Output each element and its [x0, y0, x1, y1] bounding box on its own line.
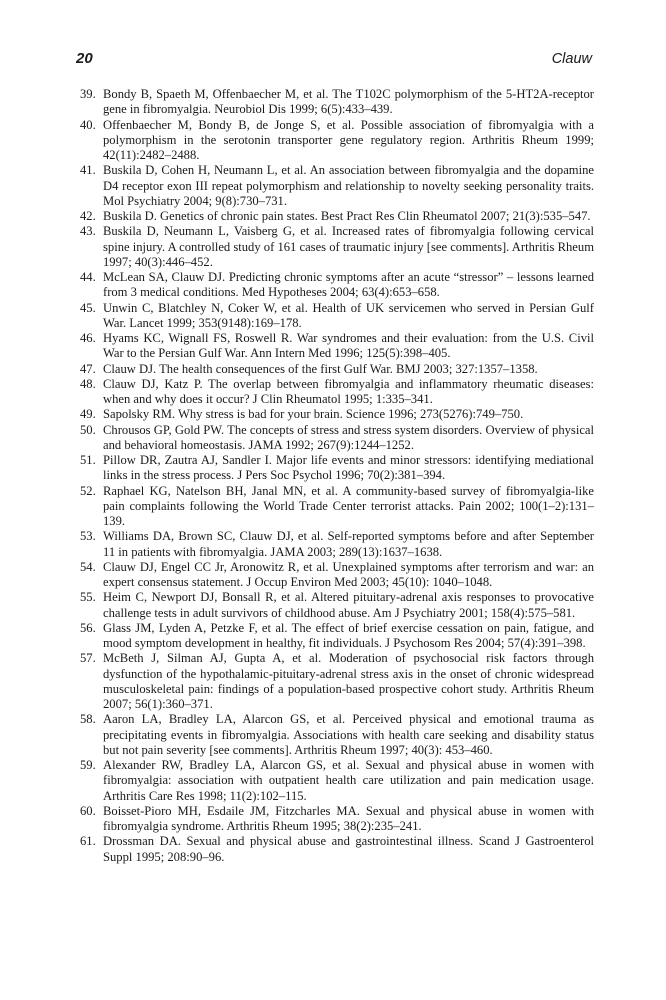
reference-number: 49.	[80, 407, 96, 422]
reference-item	[80, 377, 594, 408]
reference-number: 61.	[80, 834, 96, 849]
reference-item	[80, 209, 594, 224]
reference-text: Glass JM, Lyden A, Petzke F, et al. The effect of brief exercise cessation on pain, fatigue, and mood symptom development in healthy, fit individuals. J Psychosom Res 2004; 57(4):391–398.	[103, 620, 594, 650]
reference-number: 51.	[80, 453, 96, 467]
reference-item	[80, 484, 594, 530]
reference-number: 54.	[80, 559, 96, 574]
reference-text: Drossman DA. Sexual and physical abuse and gastrointestinal illness. Scand J Gastroenterol Suppl 1995; 208:90–96.	[103, 834, 594, 864]
reference-item	[80, 590, 594, 621]
reference-item	[80, 331, 594, 362]
reference-number: 43.	[80, 224, 96, 239]
reference-item	[80, 224, 594, 270]
reference-number: 55.	[80, 590, 96, 605]
reference-item	[80, 87, 594, 118]
reference-item	[80, 529, 594, 560]
reference-text: Alexander RW, Bradley LA, Alarcon GS, et al. Sexual and physical abuse in women with fibromyalgia: association with outpatient health care utilization and pain medication usage. Arthritis Care Res 1998; 11(2):102–115.	[103, 758, 594, 803]
reference-text: Sapolsky RM. Why stress is bad for your brain. Science 1996; 273(5276):749–750.	[103, 407, 524, 422]
reference-text: Buskila D, Cohen H, Neumann L, et al. An association between fibromyalgia and the dopamine D4 receptor exon III repeat polymorphism and relationship to novelty seeking personality traits. Mol Psychiatry 2004; 9(8):730–731.	[103, 163, 594, 208]
reference-text: Raphael KG, Natelson BH, Janal MN, et al. A community-based survey of fibromyalgia-like pain complaints following the World Trade Center terrorist attacks. Pain 2002; 100(1–2):131–139.	[103, 483, 594, 528]
reference-text: McLean SA, Clauw DJ. Predicting chronic symptoms after an acute “stressor” – lessons learned from 3 medical conditions. Med Hypotheses 2004; 63(4):653–658.	[103, 270, 594, 300]
page-header	[76, 50, 592, 72]
reference-item	[80, 651, 594, 712]
reference-text: Clauw DJ. The health consequences of the first Gulf War. BMJ 2003; 327:1357–1358.	[103, 361, 538, 376]
reference-number: 58.	[80, 712, 96, 727]
reference-text: Buskila D, Neumann L, Vaisberg G, et al. Increased rates of fibromyalgia following cervical spine injury. A controlled study of 161 cases of traumatic injury [see comments]. Arthritis Rheum 1997; 40(3):446–452.	[103, 224, 594, 269]
reference-item	[80, 270, 594, 301]
reference-item	[80, 712, 594, 758]
reference-text: Clauw DJ, Katz P. The overlap between fibromyalgia and inflammatory rheumatic diseases: when and why does it occur? J Clin Rheumatol 1995; 1:335–341.	[103, 376, 594, 406]
reference-text: Chrousos GP, Gold PW. The concepts of stress and stress system disorders. Overview of physical and behavioral homeostasis. JAMA 1992; 267(9):1244–1252.	[103, 422, 594, 452]
reference-item	[80, 804, 594, 835]
reference-number: 53.	[80, 529, 96, 544]
running-head: Clauw	[551, 51, 592, 67]
reference-item	[80, 423, 594, 454]
reference-item	[80, 621, 594, 652]
reference-item	[80, 560, 594, 591]
reference-number: 57.	[80, 651, 96, 666]
reference-text: Boisset-Pioro MH, Esdaile JM, Fitzcharles MA. Sexual and physical abuse in women with fibromyalgia syndrome. Arthritis Rheum 1995; 38(2):235–241.	[103, 803, 594, 833]
reference-text: Pillow DR, Zautra AJ, Sandler I. Major life events and minor stressors: identifying mediational links in the stress process. J Pers Soc Psychol 1996; 70(2):381–394.	[103, 453, 594, 483]
reference-item	[80, 118, 594, 164]
reference-item	[80, 362, 594, 377]
reference-item	[80, 453, 594, 484]
reference-number: 46.	[80, 331, 96, 345]
reference-number: 52.	[80, 483, 96, 498]
reference-item	[80, 834, 594, 865]
reference-number: 45.	[80, 300, 96, 315]
reference-text: Offenbaecher M, Bondy B, de Jonge S, et al. Possible association of fibromyalgia with a polymorphism in the serotonin transporter gene regulatory region. Arthritis Rheum 1999; 42(11):2482–2488.	[103, 117, 594, 162]
reference-number: 42.	[80, 209, 96, 223]
reference-item	[80, 758, 594, 804]
reference-number: 41.	[80, 163, 96, 178]
reference-text: Clauw DJ, Engel CC Jr, Aronowitz R, et al. Unexplained symptoms after terrorism and war: an expert consensus statement. J Occup Environ Med 2003; 45(10): 1040–1048.	[103, 559, 594, 589]
reference-text: McBeth J, Silman AJ, Gupta A, et al. Moderation of psychosocial risk factors through dysfunction of the hypothalamic-pituitary-adrenal stress axis in the onset of chronic widespread musculoskeletal pain: findings of a population-based prospective cohort study. Arthritis Rheum 2007; 56(1):360–371.	[103, 651, 594, 711]
reference-list	[80, 87, 594, 865]
reference-item	[80, 407, 594, 422]
reference-text: Heim C, Newport DJ, Bonsall R, et al. Altered pituitary-adrenal axis responses to provocative challenge tests in adult survivors of childhood abuse. Am J Psychiatry 2001; 158(4):575–581.	[103, 590, 594, 620]
reference-number: 39.	[80, 87, 96, 101]
reference-text: Unwin C, Blatchley N, Coker W, et al. Health of UK servicemen who served in Persian Gulf War. Lancet 1999; 353(9148):169–178.	[103, 300, 594, 330]
reference-number: 40.	[80, 117, 96, 132]
reference-number: 44.	[80, 270, 96, 284]
reference-number: 50.	[80, 422, 96, 437]
reference-item	[80, 301, 594, 332]
reference-number: 48.	[80, 376, 96, 391]
reference-text: Hyams KC, Wignall FS, Roswell R. War syndromes and their evaluation: from the U.S. Civil War to the Persian Gulf War. Ann Intern Med 1996; 125(5):398–405.	[103, 331, 594, 361]
reference-text: Williams DA, Brown SC, Clauw DJ, et al. Self-reported symptoms before and after September 11 in patients with fibromyalgia. JAMA 2003; 289(13):1637–1638.	[103, 529, 594, 559]
reference-item	[80, 163, 594, 209]
reference-text: Bondy B, Spaeth M, Offenbaecher M, et al. The T102C polymorphism of the 5-HT2A-receptor gene in fibromyalgia. Neurobiol Dis 1999; 6(5):433–439.	[103, 87, 594, 117]
reference-text: Aaron LA, Bradley LA, Alarcon GS, et al. Perceived physical and emotional trauma as precipitating events in fibromyalgia. Associations with health care seeking and disability status but not pain severity [see comments]. Arthritis Rheum 1997; 40(3): 453–460.	[103, 712, 594, 757]
reference-number: 56.	[80, 620, 96, 635]
page-number: 20	[76, 50, 93, 67]
reference-number: 60.	[80, 803, 96, 818]
reference-number: 47.	[80, 361, 96, 376]
reference-number: 59.	[80, 758, 96, 772]
reference-text: Buskila D. Genetics of chronic pain states. Best Pract Res Clin Rheumatol 2007; 21(3):535–547.	[103, 209, 591, 223]
